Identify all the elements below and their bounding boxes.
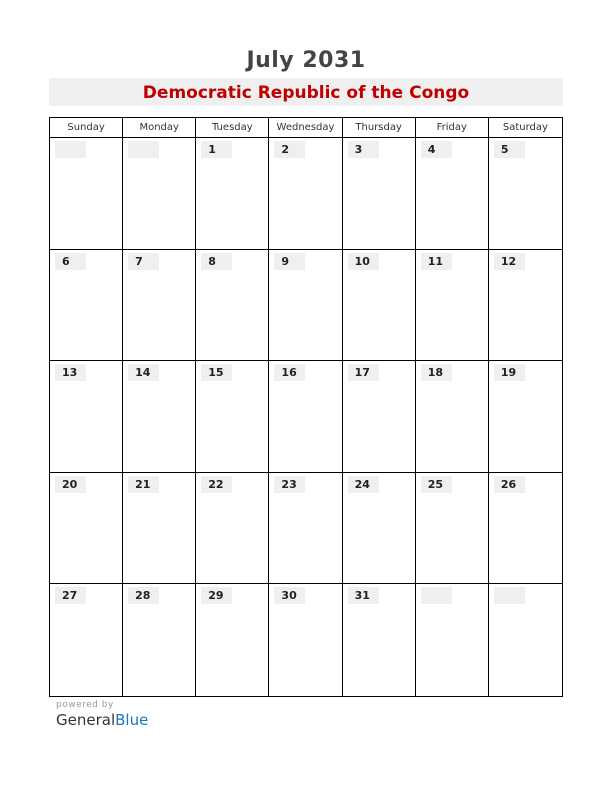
date-number: 10 [348,253,379,270]
date-number: 12 [494,253,525,270]
day-cell [196,361,269,473]
day-cell [269,584,342,696]
day-cell [489,473,562,585]
country-name: Democratic Republic of the Congo [142,83,470,103]
date-number: 11 [421,253,452,270]
date-number: 29 [201,587,232,604]
date-number: 6 [55,253,86,270]
date-number: 24 [348,476,379,493]
date-number: 30 [274,587,305,604]
date-number: 22 [201,476,232,493]
date-number: 19 [494,364,525,381]
date-number: 27 [55,587,86,604]
weekday-header: Monday [123,118,196,138]
date-number: 16 [274,364,305,381]
calendar-grid [49,117,563,697]
day-cell [489,250,562,362]
brand-name-part2: Blue [115,711,149,729]
date-number [421,587,452,604]
brand-logo [56,711,148,729]
day-cell [489,584,562,696]
date-number: 15 [201,364,232,381]
day-cell [123,473,196,585]
date-number: 28 [128,587,159,604]
day-cell [196,138,269,250]
weekday-header: Friday [416,118,489,138]
day-cell [269,473,342,585]
date-number: 25 [421,476,452,493]
date-number: 2 [274,141,305,158]
day-cell [196,250,269,362]
date-number: 20 [55,476,86,493]
page-title: July 2031 [246,48,366,73]
date-number: 23 [274,476,305,493]
weekday-header: Wednesday [269,118,342,138]
brand-name-part1: General [56,711,116,729]
day-cell [343,473,416,585]
date-number: 13 [55,364,86,381]
day-cell [343,361,416,473]
day-cell [269,138,342,250]
date-number [494,587,525,604]
date-number: 4 [421,141,452,158]
day-cell [343,138,416,250]
day-cell [50,473,123,585]
day-cell [416,361,489,473]
day-cell [196,584,269,696]
weekday-header: Tuesday [196,118,269,138]
date-number: 18 [421,364,452,381]
day-cell [50,138,123,250]
weekday-header: Sunday [50,118,123,138]
day-cell [50,584,123,696]
date-number: 1 [201,141,232,158]
date-number: 17 [348,364,379,381]
day-cell [416,584,489,696]
day-cell [123,584,196,696]
date-number: 26 [494,476,525,493]
country-banner [49,78,563,106]
day-cell [123,361,196,473]
day-cell [489,138,562,250]
day-cell [123,138,196,250]
date-number: 31 [348,587,379,604]
day-cell [269,361,342,473]
day-cell [50,361,123,473]
day-cell [269,250,342,362]
weekday-header: Saturday [489,118,562,138]
date-number [128,141,159,158]
day-cell [196,473,269,585]
date-number: 7 [128,253,159,270]
day-cell [416,473,489,585]
date-number: 14 [128,364,159,381]
date-number: 5 [494,141,525,158]
powered-by-text: powered by [56,700,114,710]
day-cell [343,584,416,696]
weekday-header: Thursday [343,118,416,138]
brand-footer [56,700,148,729]
day-cell [416,138,489,250]
day-cell [416,250,489,362]
date-number: 3 [348,141,379,158]
date-number [55,141,86,158]
date-number: 21 [128,476,159,493]
date-number: 9 [274,253,305,270]
day-cell [50,250,123,362]
day-cell [489,361,562,473]
day-cell [343,250,416,362]
date-number: 8 [201,253,232,270]
day-cell [123,250,196,362]
